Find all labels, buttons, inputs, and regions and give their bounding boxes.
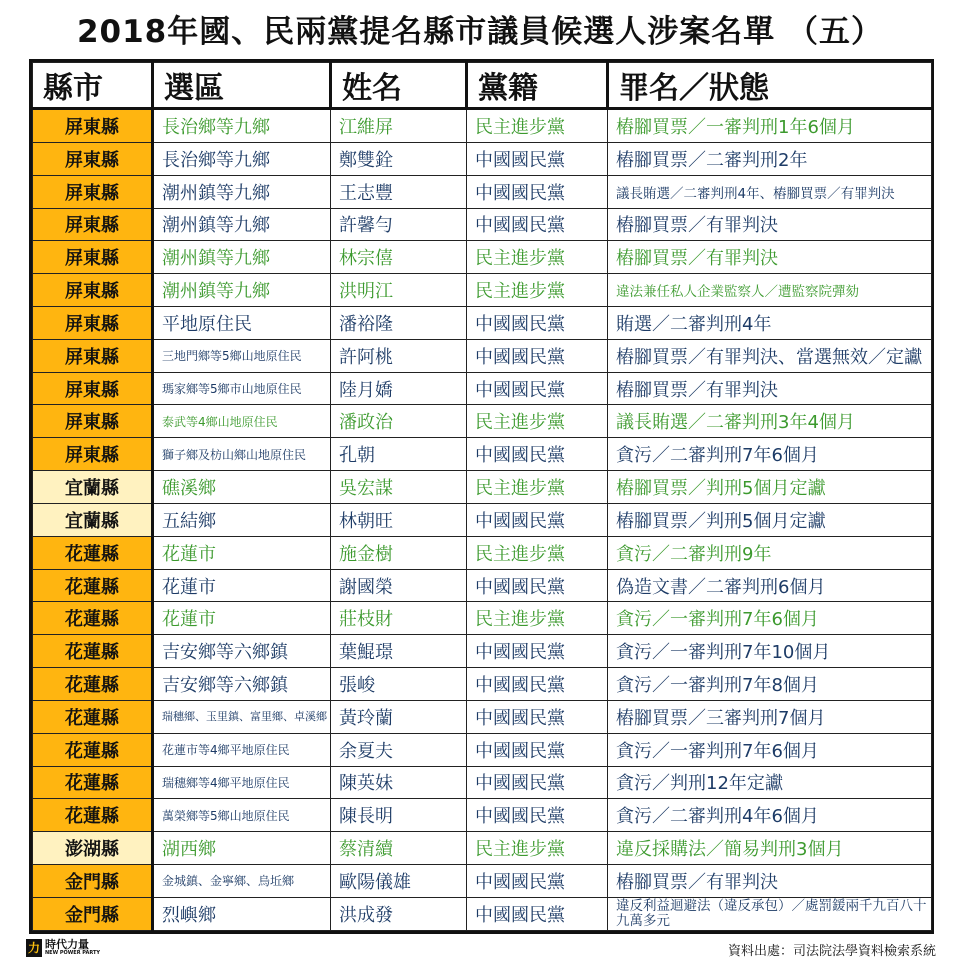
header-crime-status: 罪名／狀態 <box>608 63 932 109</box>
table-row <box>33 339 932 372</box>
header-party: 黨籍 <box>467 63 608 109</box>
crime-cell: 貪污／二審判刑7年6個月 <box>608 438 932 471</box>
district-cell: 萬榮鄉等5鄉山地原住民 <box>153 799 331 832</box>
crime-cell: 違反利益迴避法（違反承包）／處罰鍰兩千九百八十九萬多元 <box>608 897 932 930</box>
party-cell: 中國國民黨 <box>467 700 608 733</box>
county-cell: 宜蘭縣 <box>33 503 153 536</box>
party-cell: 中國國民黨 <box>467 142 608 175</box>
party-cell: 中國國民黨 <box>467 569 608 602</box>
name-cell: 葉鯤璟 <box>331 635 467 668</box>
table-row <box>33 503 932 536</box>
header-name: 姓名 <box>331 63 467 109</box>
party-cell: 中國國民黨 <box>467 503 608 536</box>
district-cell: 吉安鄉等六鄉鎮 <box>153 668 331 701</box>
county-cell: 花蓮縣 <box>33 799 153 832</box>
party-cell: 中國國民黨 <box>467 306 608 339</box>
county-cell: 屏東縣 <box>33 438 153 471</box>
party-cell: 中國國民黨 <box>467 668 608 701</box>
header-district: 選區 <box>153 63 331 109</box>
name-cell: 林宗僖 <box>331 241 467 274</box>
district-cell: 瑞穗鄉等4鄉平地原住民 <box>153 766 331 799</box>
district-cell: 吉安鄉等六鄉鎮 <box>153 635 331 668</box>
table-row <box>33 733 932 766</box>
county-cell: 屏東縣 <box>33 405 153 438</box>
county-cell: 屏東縣 <box>33 175 153 208</box>
table-row <box>33 372 932 405</box>
table-row <box>33 865 932 898</box>
party-cell: 中國國民黨 <box>467 799 608 832</box>
county-cell: 花蓮縣 <box>33 700 153 733</box>
candidate-table <box>32 62 932 931</box>
name-cell: 孔朝 <box>331 438 467 471</box>
district-cell: 長治鄉等九鄉 <box>153 142 331 175</box>
table-row <box>33 438 932 471</box>
name-cell: 鄭雙銓 <box>331 142 467 175</box>
party-cell: 民主進步黨 <box>467 536 608 569</box>
county-cell: 屏東縣 <box>33 241 153 274</box>
district-cell: 五結鄉 <box>153 503 331 536</box>
district-cell: 長治鄉等九鄉 <box>153 109 331 143</box>
district-cell: 平地原住民 <box>153 306 331 339</box>
name-cell: 陳長明 <box>331 799 467 832</box>
crime-cell: 樁腳買票／二審判刑2年 <box>608 142 932 175</box>
party-logo <box>26 937 100 959</box>
party-cell: 中國國民黨 <box>467 733 608 766</box>
name-cell: 潘政治 <box>331 405 467 438</box>
party-cell: 中國國民黨 <box>467 339 608 372</box>
party-cell: 民主進步黨 <box>467 832 608 865</box>
party-cell: 民主進步黨 <box>467 405 608 438</box>
county-cell: 屏東縣 <box>33 142 153 175</box>
crime-cell: 違反採購法／簡易判刑3個月 <box>608 832 932 865</box>
county-cell: 澎湖縣 <box>33 832 153 865</box>
party-cell: 中國國民黨 <box>467 766 608 799</box>
county-cell: 屏東縣 <box>33 339 153 372</box>
name-cell: 林朝旺 <box>331 503 467 536</box>
logo-mark-icon: 力 <box>27 941 40 955</box>
crime-cell: 樁腳買票／有罪判決 <box>608 241 932 274</box>
name-cell: 莊枝財 <box>331 602 467 635</box>
district-cell: 金城鎮、金寧鄉、烏坵鄉 <box>153 865 331 898</box>
name-cell: 洪成發 <box>331 897 467 930</box>
county-cell: 屏東縣 <box>33 274 153 307</box>
table-row <box>33 274 932 307</box>
county-cell: 花蓮縣 <box>33 733 153 766</box>
table-row <box>33 832 932 865</box>
county-cell: 花蓮縣 <box>33 536 153 569</box>
county-cell: 屏東縣 <box>33 109 153 143</box>
crime-cell: 貪污／一審判刑7年10個月 <box>608 635 932 668</box>
table-row <box>33 700 932 733</box>
party-cell: 中國國民黨 <box>467 208 608 241</box>
name-cell: 許阿桃 <box>331 339 467 372</box>
county-cell: 金門縣 <box>33 897 153 930</box>
crime-cell: 貪污／二審判刑9年 <box>608 536 932 569</box>
county-cell: 屏東縣 <box>33 306 153 339</box>
district-cell: 礁溪鄉 <box>153 471 331 504</box>
county-cell: 花蓮縣 <box>33 569 153 602</box>
district-cell: 湖西鄉 <box>153 832 331 865</box>
party-cell: 民主進步黨 <box>467 471 608 504</box>
crime-cell: 樁腳買票／三審判刑7個月 <box>608 700 932 733</box>
crime-cell: 貪污／判刑12年定讞 <box>608 766 932 799</box>
table-row <box>33 635 932 668</box>
name-cell: 江維屏 <box>331 109 467 143</box>
party-cell: 民主進步黨 <box>467 241 608 274</box>
district-cell: 潮州鎮等九鄉 <box>153 274 331 307</box>
table-header-row <box>33 63 932 109</box>
crime-cell: 賄選／二審判刑4年 <box>608 306 932 339</box>
party-cell: 中國國民黨 <box>467 635 608 668</box>
logo-name-zh: 時代力量 <box>45 938 89 951</box>
crime-cell: 貪污／二審判刑4年6個月 <box>608 799 932 832</box>
crime-cell: 違法兼任私人企業監察人／遭監察院彈劾 <box>608 274 932 307</box>
party-cell: 中國國民黨 <box>467 372 608 405</box>
district-cell: 泰武等4鄉山地原住民 <box>153 405 331 438</box>
crime-cell: 樁腳買票／有罪判決 <box>608 865 932 898</box>
district-cell: 潮州鎮等九鄉 <box>153 241 331 274</box>
table-row <box>33 668 932 701</box>
district-cell: 三地門鄉等5鄉山地原住民 <box>153 339 331 372</box>
source-note: 資料出處：司法院法學資料檢索系統 <box>727 944 936 959</box>
table-row <box>33 109 932 143</box>
party-cell: 中國國民黨 <box>467 438 608 471</box>
county-cell: 金門縣 <box>33 865 153 898</box>
name-cell: 張峻 <box>331 668 467 701</box>
name-cell: 陸月嬌 <box>331 372 467 405</box>
county-cell: 屏東縣 <box>33 372 153 405</box>
district-cell: 瑪家鄉等5鄉市山地原住民 <box>153 372 331 405</box>
county-cell: 花蓮縣 <box>33 602 153 635</box>
crime-cell: 貪污／一審判刑7年8個月 <box>608 668 932 701</box>
name-cell: 王志豐 <box>331 175 467 208</box>
table-row <box>33 175 932 208</box>
table-row <box>33 405 932 438</box>
table-row <box>33 471 932 504</box>
county-cell: 宜蘭縣 <box>33 471 153 504</box>
name-cell: 謝國榮 <box>331 569 467 602</box>
table-row <box>33 241 932 274</box>
crime-cell: 偽造文書／二審判刑6個月 <box>608 569 932 602</box>
district-cell: 獅子鄉及枋山鄉山地原住民 <box>153 438 331 471</box>
county-cell: 花蓮縣 <box>33 635 153 668</box>
district-cell: 烈嶼鄉 <box>153 897 331 930</box>
party-cell: 民主進步黨 <box>467 602 608 635</box>
county-cell: 花蓮縣 <box>33 766 153 799</box>
name-cell: 洪明江 <box>331 274 467 307</box>
crime-cell: 貪污／一審判刑7年6個月 <box>608 602 932 635</box>
table-row <box>33 306 932 339</box>
name-cell: 吳宏謀 <box>331 471 467 504</box>
crime-cell: 樁腳買票／判刑5個月定讞 <box>608 503 932 536</box>
table-row <box>33 142 932 175</box>
name-cell: 施金樹 <box>331 536 467 569</box>
district-cell: 花蓮市 <box>153 569 331 602</box>
name-cell: 黃玲蘭 <box>331 700 467 733</box>
district-cell: 瑞穗鄉、玉里鎮、富里鄉、卓溪鄉 <box>153 700 331 733</box>
table-row <box>33 602 932 635</box>
county-cell: 屏東縣 <box>33 208 153 241</box>
party-cell: 民主進步黨 <box>467 274 608 307</box>
table-row <box>33 536 932 569</box>
header-county: 縣市 <box>33 63 153 109</box>
name-cell: 余夏夫 <box>331 733 467 766</box>
candidate-table-frame <box>29 59 934 934</box>
table-row <box>33 569 932 602</box>
party-cell: 中國國民黨 <box>467 865 608 898</box>
table-row <box>33 208 932 241</box>
name-cell: 蔡清續 <box>331 832 467 865</box>
table-row <box>33 897 932 930</box>
crime-cell: 樁腳買票／有罪判決 <box>608 208 932 241</box>
district-cell: 花蓮市 <box>153 602 331 635</box>
party-cell: 中國國民黨 <box>467 175 608 208</box>
logo-name-en: NEW POWER PARTY <box>45 950 101 956</box>
crime-cell: 議長賄選／二審判刑3年4個月 <box>608 405 932 438</box>
district-cell: 潮州鎮等九鄉 <box>153 208 331 241</box>
district-cell: 潮州鎮等九鄉 <box>153 175 331 208</box>
name-cell: 歐陽儀雄 <box>331 865 467 898</box>
county-cell: 花蓮縣 <box>33 668 153 701</box>
party-cell: 民主進步黨 <box>467 109 608 143</box>
name-cell: 陳英妹 <box>331 766 467 799</box>
crime-cell: 樁腳買票／有罪判決、當選無效／定讞 <box>608 339 932 372</box>
crime-cell: 貪污／一審判刑7年6個月 <box>608 733 932 766</box>
table-row <box>33 799 932 832</box>
name-cell: 潘裕隆 <box>331 306 467 339</box>
table-row <box>33 766 932 799</box>
crime-cell: 議長賄選／二審判刑4年、樁腳買票／有罪判決 <box>608 175 932 208</box>
name-cell: 許馨勻 <box>331 208 467 241</box>
page-title: 2018年國、民兩黨提名縣市議員候選人涉案名單 （五） <box>76 14 884 50</box>
crime-cell: 樁腳買票／判刑5個月定讞 <box>608 471 932 504</box>
district-cell: 花蓮市 <box>153 536 331 569</box>
party-cell: 中國國民黨 <box>467 897 608 930</box>
crime-cell: 樁腳買票／有罪判決 <box>608 372 932 405</box>
district-cell: 花蓮市等4鄉平地原住民 <box>153 733 331 766</box>
crime-cell: 樁腳買票／一審判刑1年6個月 <box>608 109 932 143</box>
